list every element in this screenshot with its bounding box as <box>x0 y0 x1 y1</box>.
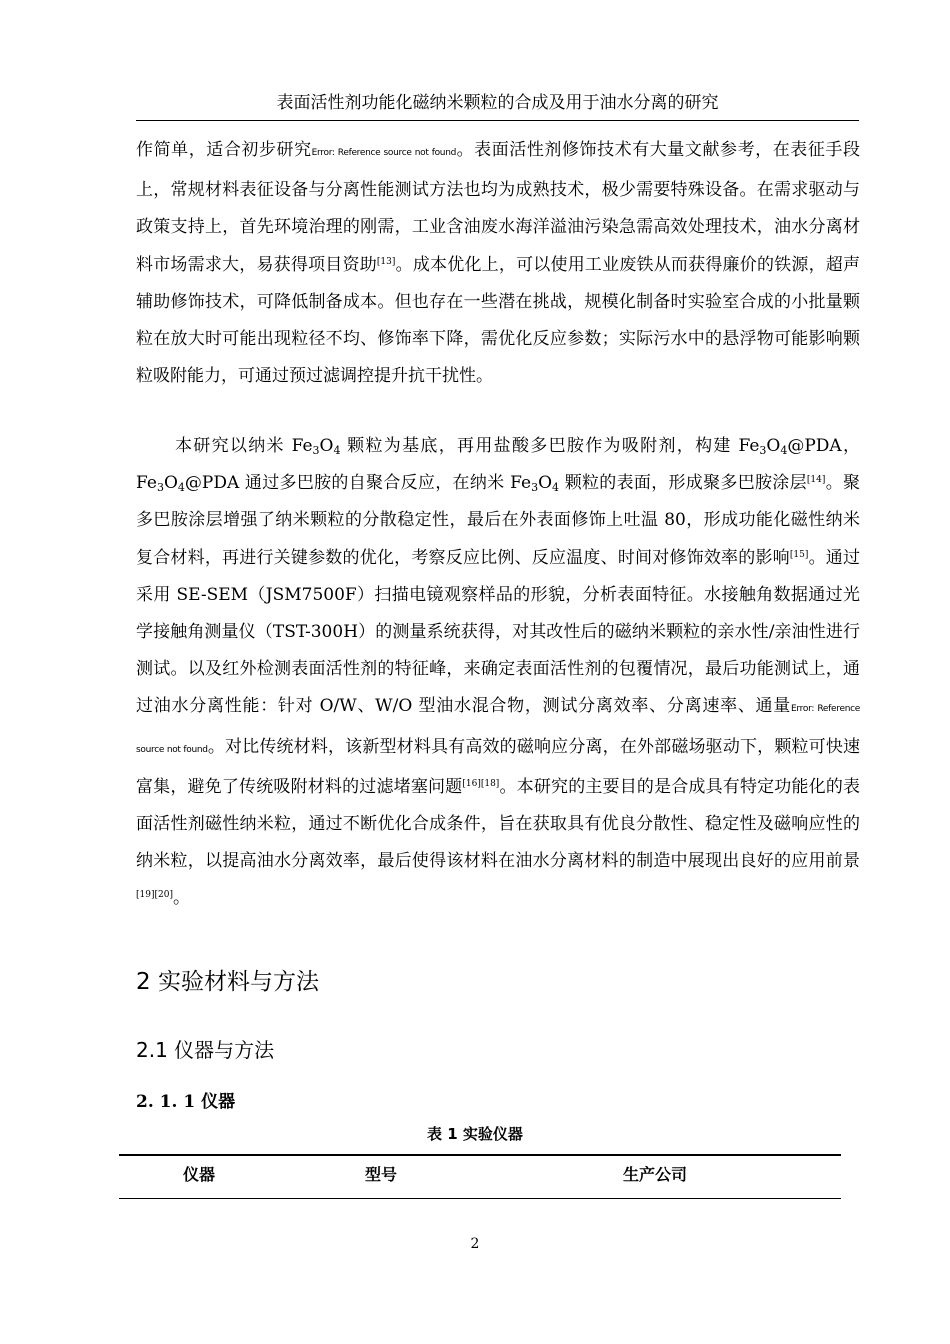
column-header-instrument: 仪器 <box>183 1165 216 1184</box>
paragraph-1 <box>136 132 860 395</box>
p2-text-3: @PDA，Fe <box>136 436 860 494</box>
citation-16-18: [16][18] <box>462 778 500 789</box>
p2-text-10: 。 <box>172 888 190 909</box>
subscript-3: 3 <box>312 444 320 457</box>
p2-text-2: 颗粒为基底，再用盐酸多巴胺作为吸附剂，构建 Fe <box>340 436 760 456</box>
section-heading: 2 实验材料与方法 <box>136 969 319 995</box>
p1-text-2: 。表面活性剂修饰技术有大量文献参考，在表征手段上，常规材料表征设备与分离性能测试方法也均为成熟技术，极少需要特殊设备。在需求驱动与政策支持上，首先环境治理的刚需，工业含油废水海洋溢油污染急需高效处理技术，油水分离材料市场需求大，易获得项目资助 <box>136 140 861 275</box>
oxygen-symbol: O <box>319 436 334 456</box>
instrument-table <box>119 1154 841 1199</box>
p2-reference-error: Error: Reference source not found <box>136 704 860 755</box>
page-header <box>136 92 859 121</box>
p2-text-1: 本研究以纳米 Fe <box>175 436 313 456</box>
header-title: 表面活性剂功能化磁纳米颗粒的合成及用于油水分离的研究 <box>276 93 719 113</box>
p1-text-3: 。成本优化上，可以使用工业废铁从而获得廉价的铁源，超声辅助修饰技术，可降低制备成本。但也存在一些潜在挑战，规模化制备时实验室合成的小批量颗粒在放大时可能出现粒径不均、修饰率下降，需优化反应参数；实际污水中的悬浮物可能影响颗粒吸附能力，可通过预过滤调控提升抗干扰性。 <box>136 254 861 387</box>
subsection-heading: 2.1 仪器与方法 <box>136 1038 275 1062</box>
p2-text-5: 颗粒的表面，形成聚多巴胺涂层 <box>559 473 807 494</box>
citation-19-20: [19][20] <box>136 890 173 901</box>
subsubsection-heading: 2. 1. 1 仪器 <box>136 1092 236 1112</box>
oxygen-symbol: O <box>163 473 178 494</box>
citation-15: [15] <box>789 549 809 560</box>
subscript-3: 3 <box>156 481 164 495</box>
subscript-4: 4 <box>333 444 341 457</box>
subscript-4: 4 <box>780 444 788 457</box>
page-number: 2 <box>470 1236 480 1252</box>
column-header-manufacturer: 生产公司 <box>623 1165 688 1184</box>
p2-text-4: @PDA 通过多巴胺的自聚合反应，在纳米 Fe <box>184 473 532 494</box>
table-caption: 表 1 实验仪器 <box>427 1125 523 1143</box>
p1-text-1: 作简单，适合初步研究 <box>136 140 312 160</box>
p1-reference-error: Error: Reference source not found <box>311 148 457 158</box>
subscript-3: 3 <box>531 481 539 495</box>
p2-text-7: 。通过采用 SE-SEM（JSM7500F）扫描电镜观察样品的形貌，分析表面特征。水接触角数据通过光学接触角测量仪（TST-300H）的测量系统获得，对其改性后的磁纳米颗粒的亲水性/亲油性进行测试。以及红外检测表面活性剂的特征峰，来确定表面活性剂的包覆情况，最后功能测试上，通过油水分离性能：针对 O/W、W/O 型油水混合物，测试分离效率、分离速率、通量 <box>136 547 860 717</box>
oxygen-symbol: O <box>538 473 552 494</box>
subscript-3: 3 <box>759 444 767 457</box>
subscript-4: 4 <box>552 481 559 495</box>
p2-text-6: 。聚多巴胺涂层增强了纳米颗粒的分散稳定性，最后在外表面修饰上吐温 80，形成功能化磁性纳米复合材料，再进行关键参数的优化，考察反应比例、反应温度、时间对修饰效率的影响 <box>136 473 860 568</box>
p2-text-9: 。本研究的主要目的是合成具有特定功能化的表面活性剂磁性纳米粒，通过不断优化合成条件，旨在获取具有优良分散性、稳定性及磁响应性的纳米粒，以提高油水分离效率，最后使得该材料在油水分离材料的制造中展现出良好的应用前景 <box>136 776 861 872</box>
oxygen-symbol: O <box>766 436 781 456</box>
citation-13: [13] <box>376 256 396 267</box>
p2-text-8: 。对比传统材料，该新型材料具有高效的磁响应分离，在外部磁场驱动下，颗粒可快速富集，避免了传统吸附材料的过滤堵塞问题 <box>136 736 860 797</box>
subscript-4: 4 <box>177 481 185 495</box>
paragraph-2 <box>136 428 860 918</box>
column-header-model: 型号 <box>365 1165 398 1184</box>
citation-14: [14] <box>806 475 826 486</box>
